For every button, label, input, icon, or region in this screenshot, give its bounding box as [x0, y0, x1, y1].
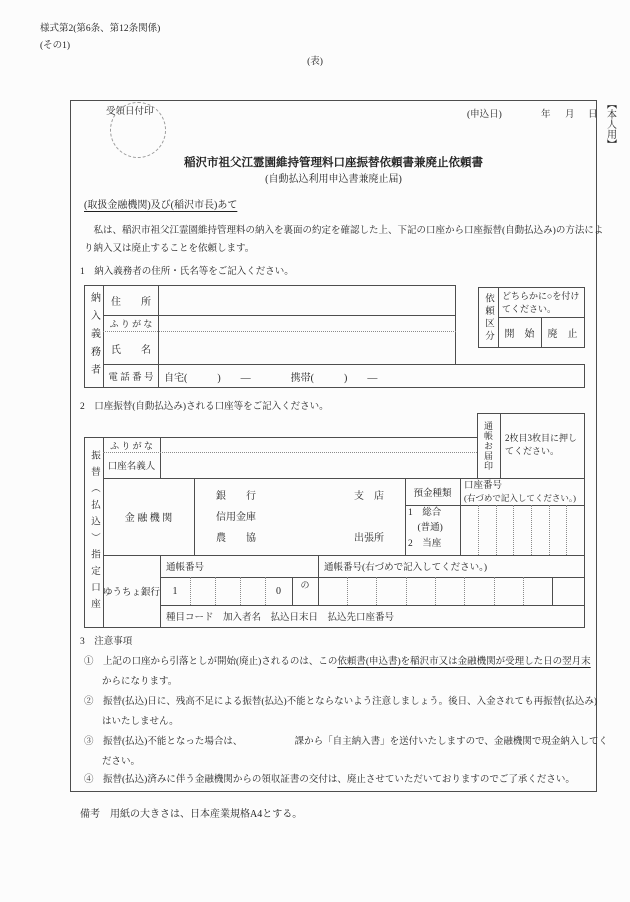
branch-office-label: 出張所: [354, 533, 384, 544]
account-number-header: 口座番号: [464, 481, 503, 491]
digit-divider: [549, 505, 550, 555]
digit-divider: [435, 577, 436, 605]
grid-line: [318, 555, 319, 605]
deposit-option1-sub: (普通): [408, 523, 443, 533]
digit-divider: [523, 577, 524, 605]
grid-line: [500, 413, 501, 478]
grid-line: [405, 505, 585, 506]
digit-divider: [240, 577, 241, 605]
passbook-number-left-header: 通帳番号: [166, 563, 205, 573]
passbook-stamp-header: 通帳お届印: [483, 420, 493, 471]
month-label: 月: [565, 110, 575, 120]
receipt-stamp-circle: [110, 102, 166, 158]
name-label: 氏 名: [111, 344, 151, 356]
application-date-label: (申込日): [467, 110, 502, 120]
form-code-line1: 様式第2(第6条、第12条関係): [40, 24, 161, 34]
digit-divider: [478, 505, 479, 555]
document-title: 稲沢市祖父江霊園維持管理料口座振替依頼書兼廃止依頼書: [184, 157, 483, 169]
note-4-text: 振替(払込)済みに伴う金融機関からの領収証書の交付は、廃止させていただいておりますのでご了承ください。: [93, 775, 575, 785]
yucho-footer-labels: 種目コード 加入者名 払込日末日 払込先口座番号: [166, 613, 395, 623]
note-1-underlined-text: 依頼書(申込書)を稲沢市又は金融機関が受理した日の翌月末: [337, 657, 591, 667]
nokyo-option: 農 協: [216, 533, 256, 544]
grid-line: [160, 437, 161, 478]
section2-heading: 2 口座振替(自動払込み)される口座等をご記入ください。: [80, 402, 329, 412]
account-row-header: 振替（払込）指定口座: [89, 449, 99, 615]
request-stop-option: 廃 止: [547, 328, 578, 340]
note-3-text: 振替(払込)不能となった場合は、 課から「自主納入書」を送付いたしますので、金融機関で現金納入してく: [93, 737, 608, 747]
phone-label: 電 話 番 号: [108, 373, 154, 383]
day-label: 日: [588, 110, 598, 120]
receipt-stamp-label: 受領日付印: [106, 107, 154, 117]
form-code-line2: (その1): [40, 41, 71, 51]
declaration-line2: り納入又は廃止することを依頼します。: [84, 244, 255, 254]
note-4-line1: [84, 775, 575, 787]
digit-divider: [376, 577, 377, 605]
grid-line: [584, 364, 585, 388]
note-3-number: ③: [84, 737, 94, 747]
note-1-text: 上記の口座から引落としが開始(廃止)されるのは、この: [93, 657, 338, 667]
passbook-number-right-header: 通帳番号(右づめで記入してください。): [324, 563, 488, 573]
note-3-line2: ださい。: [102, 757, 141, 767]
copy-for-person-label: 【本人用】: [604, 99, 616, 149]
institution-label: 金 融 機 関: [124, 513, 173, 524]
address-label: 住 所: [111, 297, 151, 308]
yucho-bank-label: ゆうちょ銀行: [103, 588, 161, 598]
note-1-line1: [84, 657, 591, 669]
digit-divider: [215, 577, 216, 605]
account-holder-label: 口座名義人: [107, 462, 156, 472]
payer-row-header: 納入義務者: [88, 291, 100, 382]
passbook-fixed-digit-1: 1: [172, 585, 178, 597]
section3-heading: 3 注意事項: [80, 637, 133, 647]
furigana-label: ふ り が な: [109, 319, 153, 329]
front-side-label: (表): [307, 57, 323, 67]
digit-divider: [347, 577, 348, 605]
declaration-line1: 私は、稲沢市祖父江霊園維持管理料の納入を裏面の約定を確認した上、下記の口座から口座振替(自動払込み)の方法によ: [84, 226, 604, 236]
deposit-type-header: 預金種類: [413, 488, 452, 499]
document-subtitle: (自動払込利用申込書兼廃止届): [265, 174, 402, 185]
grid-line: [194, 478, 195, 555]
request-type-instruction: どちらかに○を付けてください。: [502, 291, 580, 314]
grid-line: [460, 478, 461, 555]
digit-divider: [513, 505, 514, 555]
request-type-header: 依頼区分: [483, 292, 493, 343]
no-connector-label: の: [300, 579, 310, 590]
digit-divider: [190, 577, 191, 605]
note-1-number: ①: [84, 657, 94, 667]
passbook-stamp-instruction: 2枚目3枚目に押してください。: [505, 432, 578, 456]
digit-divider: [464, 577, 465, 605]
grid-line: [552, 577, 553, 605]
note-1-line2: からになります。: [102, 677, 178, 687]
digit-divider: [496, 505, 497, 555]
year-label: 年: [541, 110, 551, 120]
digit-divider: [494, 577, 495, 605]
note-2-text: 振替(払込)日に、残高不足による振替(払込)不能とならないよう注意しましょう。後日、入金されても再振替(払込み): [93, 697, 597, 707]
section1-heading: 1 納入義務者の住所・氏名等をご記入ください。: [80, 267, 294, 277]
phone-value-field: 自宅( ) — 携帯( ) —: [164, 372, 378, 384]
note-2-line2: はいたしません。: [102, 717, 179, 727]
digit-divider: [531, 505, 532, 555]
branch-label: 支 店: [354, 491, 384, 502]
grid-line: [84, 627, 585, 628]
note-4-number: ④: [84, 775, 94, 785]
note-3-line1: [84, 737, 608, 749]
deposit-option2: 2 当座: [408, 539, 442, 549]
shinkin-option: 信用金庫: [216, 512, 256, 523]
deposit-option1: 1 総合: [408, 508, 442, 518]
note-2-line1: [84, 697, 597, 709]
grid-line: [160, 577, 585, 578]
digit-divider: [406, 577, 407, 605]
digit-divider: [566, 505, 567, 555]
passbook-fixed-digit-0: 0: [276, 585, 281, 597]
bank-option: 銀 行: [216, 491, 256, 502]
account-furigana-label: ふ り が な: [110, 440, 153, 451]
request-start-option: 開 始: [504, 328, 535, 340]
grid-line: [455, 285, 456, 365]
remarks-line: 備考 用紙の大きさは、日本産業規格A4とする。: [80, 809, 303, 820]
note-2-number: ②: [84, 697, 94, 707]
addressee-line: (取扱金融機関)及び(稲沢市長)あて: [84, 200, 238, 211]
account-number-note: (右づめで記入してください。): [464, 493, 576, 503]
